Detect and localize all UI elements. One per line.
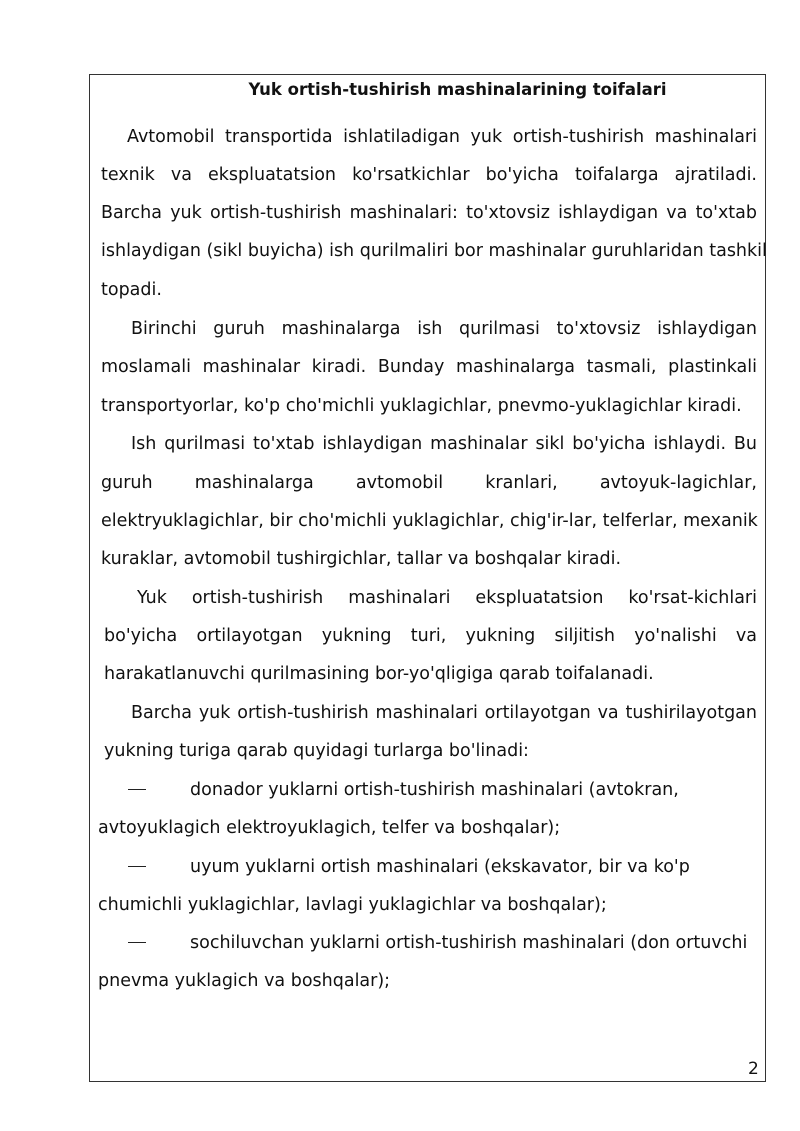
list-item-1-line-2: avtoyuklagich elektroyuklagich, telfer va boshqalar); [98,818,561,838]
document-title: Yuk ortish-tushirish mashinalarining toifalari [248,80,667,99]
list-item-2-line-2: chumichli yuklagichlar, lavlagi yuklagichlar va boshqalar); [98,895,607,915]
list-item-3-line-2: pnevma yuklagich va boshqalar); [98,971,391,991]
paragraph-2-line-1: Birinchi guruh mashinalarga ish qurilmasi to'xtovsiz ishlaydigan [131,319,757,339]
page-number: 2 [748,1059,759,1079]
paragraph-1-line-4: ishlaydigan (sikl buyicha) ish qurilmaliri bor mashinalar guruhlaridan tashkil [101,241,767,261]
paragraph-4-line-2: bo'yicha ortilayotgan yukning turi, yukning siljitish yo'nalishi va [104,626,757,646]
paragraph-3-line-4: kuraklar, avtomobil tushirgichlar, tallar va boshqalar kiradi. [101,549,622,569]
paragraph-4-line-3: harakatlanuvchi qurilmasining bor-yo'qligiga qarab toifalanadi. [104,664,654,684]
paragraph-1-line-3: Barcha yuk ortish-tushirish mashinalari: to'xtovsiz ishlaydigan va to'xtab [101,203,757,223]
paragraph-2-line-2: moslamali mashinalar kiradi. Bunday mashinalarga tasmali, plastinkali [101,357,757,377]
paragraph-2-line-3: transportyorlar, ko'p cho'michli yuklagichlar, pnevmo-yuklagichlar kiradi. [101,396,742,416]
paragraph-1-line-2: texnik va ekspluatatsion ko'rsatkichlar bo'yicha toifalarga ajratiladi. [101,165,757,185]
paragraph-3-line-2: guruh mashinalarga avtomobil kranlari, avtoyuk-lagichlar, [101,473,757,493]
list-item-3-line-1: sochiluvchan yuklarni ortish-tushirish mashinalari (don ortuvchi [190,933,748,953]
paragraph-3-line-3: elektryuklagichlar, bir cho'michli yuklagichlar, chig'ir-lar, telferlar, mexanik [101,511,758,531]
paragraph-1-line-5: topadi. [101,280,162,300]
paragraph-5-line-1: Barcha yuk ortish-tushirish mashinalari ortilayotgan va tushirilayotgan [131,703,757,723]
paragraph-4-line-1: Yuk ortish-tushirish mashinalari ekspluatatsion ko'rsat-kichlari [137,588,757,608]
list-item-2-line-1: uyum yuklarni ortish mashinalari (ekskavator, bir va ko'p [190,857,690,877]
list-item-1-line-1: donador yuklarni ortish-tushirish mashinalari (avtokran, [190,780,679,800]
paragraph-5-line-2: yukning turiga qarab quyidagi turlarga bo'linadi: [104,741,529,761]
list-dash-icon [128,942,146,943]
paragraph-3-line-1: Ish qurilmasi to'xtab ishlaydigan mashinalar sikl bo'yicha ishlaydi. Bu [131,434,757,454]
paragraph-1-line-1: Avtomobil transportida ishlatiladigan yuk ortish-tushirish mashinalari [127,127,757,147]
list-dash-icon [128,866,146,867]
list-dash-icon [128,789,146,790]
